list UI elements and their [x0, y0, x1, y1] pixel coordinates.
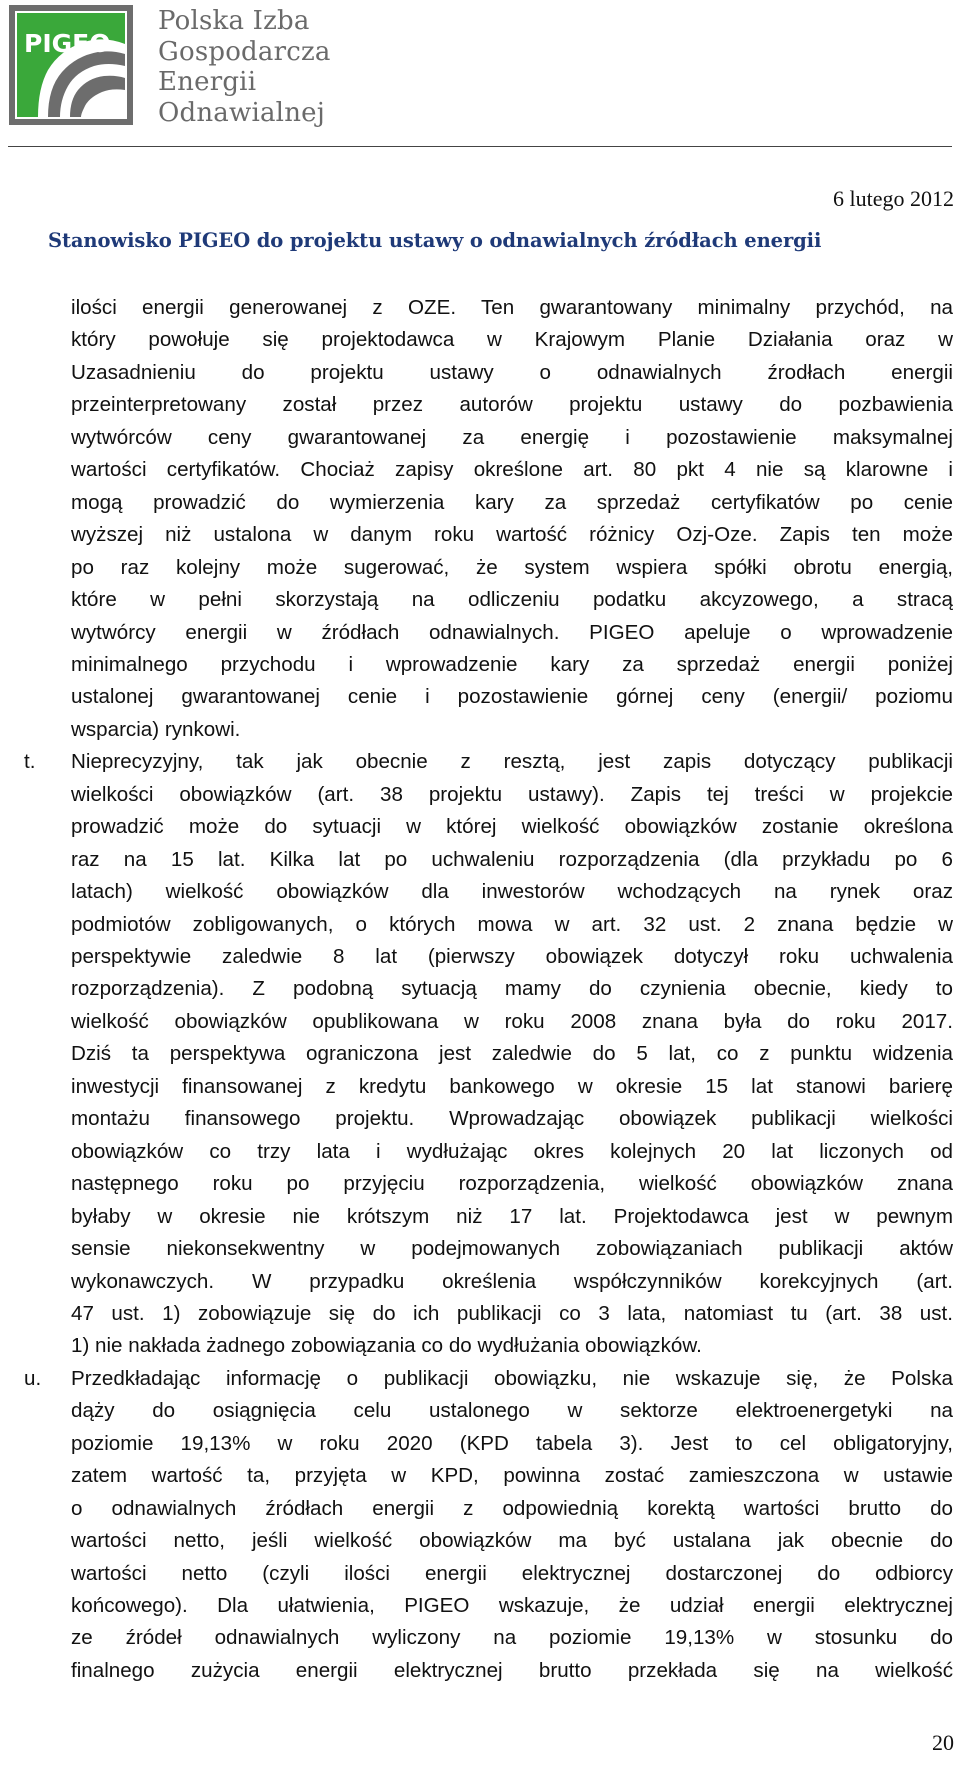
text-line: przeinterpretowany został przez autorów projektu ustawy do pozbawienia — [71, 393, 953, 417]
list-marker: u. — [24, 1366, 42, 1390]
text-line: końcowego). Dla ułatwienia, PIGEO wskazuje, że udział energii elektrycznej — [71, 1594, 953, 1617]
text-line: następnego roku po przyjęciu rozporządzenia, wielkość obowiązków znana — [71, 1172, 953, 1196]
text-line: 47 ust. 1) zobowiązuje się do ich publikacji co 3 lata, natomiast tu (art. 38 ust. — [71, 1301, 953, 1325]
text-line: ze źródeł odnawialnych wyliczony na poziomie 19,13% w stosunku do — [71, 1626, 953, 1650]
text-line: Nieprecyzyjny, tak jak obecnie z resztą, jest zapis dotyczący publikacji — [71, 750, 953, 774]
text-line: wartości netto, jeśli wielkość obowiązków ma być ustalana jak obecnie do — [71, 1529, 953, 1553]
text-line: ustalonej gwarantowanej cenie i pozostawienie górnej ceny (energii/ poziomu — [71, 685, 953, 709]
text-line: wielkość obowiązków opublikowana w roku 2008 znana była do roku 2017. — [71, 1009, 953, 1033]
text-line: rozporządzenia). Z podobną sytuacją mamy do czynienia obecnie, kiedy to — [71, 977, 953, 1001]
org-name-line: Odnawialnej — [158, 97, 325, 128]
text-line: minimalnego przychodu i wprowadzenie kary za sprzedaż energii poniżej — [71, 652, 953, 676]
logo-emblem-icon — [8, 4, 148, 130]
page-number: 20 — [932, 1730, 954, 1755]
text-line: podmiotów zobligowanych, o których mowa w art. 32 ust. 2 znana będzie w — [71, 912, 953, 936]
org-name-line: Gospodarcza — [158, 36, 331, 67]
document-title: Stanowisko PIGEO do projektu ustawy o odnawialnych źródłach energii — [48, 229, 822, 252]
text-line: dąży do osiągnięcia celu ustalonego w sektorze elektroenergetyki na — [71, 1399, 953, 1423]
text-line: montażu finansowego projektu. Wprowadzając obowiązek publikacji wielkości — [71, 1107, 953, 1131]
organization-name — [158, 6, 331, 128]
text-line: Uzasadnieniu do projektu ustawy o odnawialnych źrodłach energii — [71, 360, 953, 384]
logo-text: PIGEO — [24, 29, 111, 58]
text-line: latach) wielkość obowiązków dla inwestorów wchodzących na rynek oraz — [71, 880, 953, 904]
text-line: byłaby w okresie nie krótszym niż 17 lat. Projektodawca jest w pewnym — [71, 1204, 953, 1228]
text-line: 1) nie nakłada żadnego zobowiązania co do wydłużania obowiązków. — [71, 1334, 702, 1358]
text-line: wsparcia) rynkowi. — [71, 717, 241, 741]
text-line: po raz kolejny może sugerować, że system wspiera spółki obrotu energią, — [71, 555, 953, 579]
text-line: wytwórcy energii w źródłach odnawialnych. PIGEO apeluje o wprowadzenie — [71, 620, 953, 644]
document-date: 6 lutego 2012 — [833, 186, 954, 211]
text-line: który powołuje się projektodawca w Krajowym Planie Działania oraz w — [71, 328, 953, 352]
text-line: wielkości obowiązków (art. 38 projektu ustawy). Zapis tej treści w projekcie — [71, 782, 953, 806]
text-line: wartości netto (czyli ilości energii elektrycznej dostarczonej do odbiorcy — [71, 1561, 953, 1585]
header-divider — [8, 146, 952, 147]
text-line: wyższej niż ustalona w danym roku wartość różnicy Ozj-Oze. Zapis ten może — [71, 523, 953, 547]
text-line: wykonawczych. W przypadku określenia współczynników korekcyjnych (art. — [71, 1269, 953, 1293]
text-line: o odnawialnych źródłach energii z odpowiednią korektą wartości brutto do — [71, 1496, 953, 1520]
text-line: finalnego zużycia energii elektrycznej brutto przekłada się na wielkość — [71, 1658, 953, 1682]
list-marker: t. — [24, 750, 36, 774]
text-line: sensie niekonsekwentny w podejmowanych zobowiązaniach publikacji aktów — [71, 1237, 953, 1261]
text-line: zatem wartość ta, przyjęta w KPD, powinna zostać zamieszczona w ustawie — [71, 1464, 953, 1488]
text-line: wartości certyfikatów. Chociaż zapisy określone art. 80 pkt 4 nie są klarowne i — [71, 458, 953, 482]
text-line: raz na 15 lat. Kilka lat po uchwaleniu rozporządzenia (dla przykładu po 6 — [71, 847, 953, 871]
text-line: które w pełni skorzystają na odliczeniu podatku akcyzowego, a stracą — [71, 588, 953, 612]
text-line: ilości energii generowanej z OZE. Ten gwarantowany minimalny przychód, na — [71, 296, 953, 319]
text-line: wytwórców ceny gwarantowanej za energię i pozostawienie maksymalnej — [71, 425, 953, 449]
text-line: inwestycji finansowanej z kredytu bankowego w okresie 15 lat stanowi barierę — [71, 1074, 953, 1098]
text-line: obowiązków co trzy lata i wydłużając okres kolejnych 20 lat liczonych od — [71, 1139, 953, 1163]
org-name-line: Polska Izba — [158, 6, 310, 36]
text-line: mogą prowadzić do wymierzenia kary za sprzedaż certyfikatów po cenie — [71, 490, 953, 514]
text-line: poziomie 19,13% w roku 2020 (KPD tabela 3). Jest to cel obligatoryjny, — [71, 1431, 953, 1455]
text-line: prowadzić może do sytuacji w której wielkość obowiązków zostanie określona — [71, 815, 953, 839]
text-line: Dziś ta perspektywa ograniczona jest zaledwie do 5 lat, co z punktu widzenia — [71, 1042, 953, 1066]
text-line: perspektywie zaledwie 8 lat (pierwszy obowiązek dotyczył roku uchwalenia — [71, 945, 953, 968]
text-line: Przedkładając informację o publikacji obowiązku, nie wskazuje się, że Polska — [71, 1366, 953, 1390]
pigeo-logo — [8, 4, 331, 134]
org-name-line: Energii — [158, 67, 257, 97]
